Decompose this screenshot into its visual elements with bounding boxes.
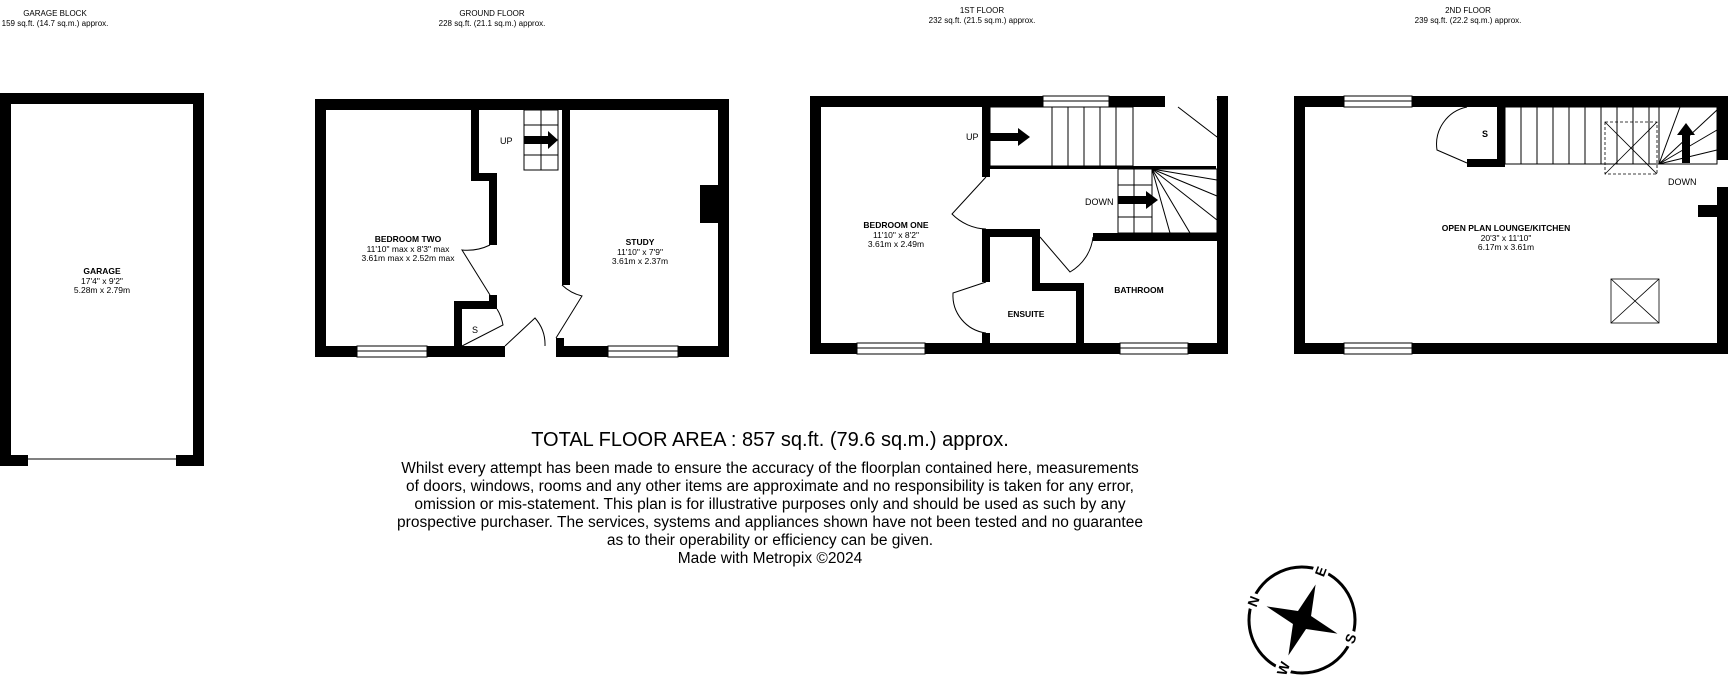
down-label: DOWN (1085, 197, 1114, 207)
compass-e: E (1311, 564, 1330, 579)
store-label: S (471, 325, 479, 335)
wall (0, 455, 28, 466)
second-floor (1294, 96, 1728, 354)
wall (0, 93, 204, 104)
compass-star-icon (1253, 571, 1351, 669)
garage-block-title: GARAGE BLOCK (23, 9, 87, 18)
up-arrow-icon (1677, 123, 1695, 163)
bedroom-two-dims-imperial: 11'10" max x 8'3" max (366, 244, 450, 254)
wall (982, 229, 1040, 237)
bathroom-label: BATHROOM (1114, 285, 1164, 295)
up-label: UP (966, 132, 979, 142)
wall (489, 173, 497, 245)
total-floor-area: TOTAL FLOOR AREA : 857 sq.ft. (79.6 sq.m.) approx. (531, 429, 1009, 451)
garage-label: GARAGE (83, 266, 121, 276)
disclaimer-line: omission or mis-statement. This plan is for illustrative purposes only and should be used as such by any (414, 496, 1126, 513)
wall (1032, 229, 1040, 283)
ground-floor-title: GROUND FLOOR (459, 9, 525, 18)
bedroom-one-dims-metric: 3.61m x 2.49m (867, 239, 925, 249)
skylight (1611, 279, 1659, 323)
wall (193, 93, 204, 466)
ensuite-label: ENSUITE (1007, 309, 1045, 319)
open-plan-dims-imperial: 20'3" x 11'10" (1480, 233, 1532, 243)
wall (982, 107, 990, 177)
bedroom-two-dims-metric: 3.61m max x 2.52m max (361, 253, 455, 263)
study-label: STUDY (625, 237, 655, 247)
wall (1717, 187, 1728, 354)
door-swing (1437, 107, 1467, 163)
bedroom-one-dims-imperial: 11'10" x 8'2" (873, 230, 919, 240)
wall (718, 99, 729, 357)
disclaimer-line: as to their operability or efficiency can be given. (606, 532, 934, 549)
study-dims-imperial: 11'10" x 7'9" (617, 247, 663, 257)
garage-dims-metric: 5.28m x 2.79m (73, 285, 131, 295)
wall (454, 301, 462, 357)
first-floor-title: 1ST FLOOR (959, 6, 1005, 15)
disclaimer-line: prospective purchaser. The services, systems and appliances shown have not been tested and no guarantee (397, 514, 1143, 531)
bedroom-two-label: BEDROOM TWO (374, 234, 442, 244)
chimney-breast (700, 185, 720, 223)
wall (1467, 159, 1505, 167)
wall (982, 237, 990, 282)
disclaimer-line: Whilst every attempt has been made to ensure the accuracy of the floorplan contained here, measurements (401, 460, 1139, 477)
first-floor-area: 232 sq.ft. (21.5 sq.m.) approx. (928, 16, 1036, 25)
disclaimer (380, 460, 1160, 568)
up-label: UP (500, 136, 513, 146)
wall (471, 99, 479, 181)
garage-dims-imperial: 17'4" x 9'2" (81, 276, 123, 286)
wall (810, 96, 821, 354)
wall (1093, 233, 1223, 241)
disclaimer-line: of doors, windows, rooms and any other items are approximate and no responsibility is taken for any error, (405, 478, 1134, 495)
compass (1225, 544, 1379, 680)
made-with-credit: Made with Metropix ©2024 (677, 550, 863, 567)
open-plan-label: OPEN PLAN LOUNGE/KITCHEN (1441, 223, 1571, 233)
down-label: DOWN (1668, 177, 1697, 187)
wall (1717, 96, 1728, 160)
garage-block-area: 159 sq.ft. (14.7 sq.m.) approx. (1, 19, 109, 28)
compass-w: W (1273, 659, 1294, 678)
garage-block (0, 93, 204, 466)
study-dims-metric: 3.61m x 2.37m (611, 256, 669, 266)
wall (556, 338, 564, 357)
first-floor (810, 96, 1228, 354)
up-arrow-icon (990, 128, 1030, 146)
ground-floor (315, 99, 729, 357)
wall (0, 93, 11, 466)
wall (315, 99, 729, 110)
store-label: S (1481, 129, 1489, 139)
compass-s: S (1341, 631, 1360, 646)
wall (176, 455, 204, 466)
wall (1294, 96, 1305, 354)
ground-floor-area: 228 sq.ft. (21.1 sq.m.) approx. (438, 19, 546, 28)
wall (1497, 107, 1505, 167)
open-plan-dims-metric: 6.17m x 3.61m (1477, 242, 1535, 252)
bedroom-one-label: BEDROOM ONE (863, 220, 929, 230)
wall (1076, 283, 1084, 347)
wall (562, 110, 570, 285)
wall-nib (1698, 205, 1717, 217)
wall (1217, 96, 1228, 354)
second-floor-area: 239 sq.ft. (22.2 sq.m.) approx. (1414, 16, 1522, 25)
wall (982, 333, 990, 347)
compass-n: N (1244, 593, 1263, 609)
wall (315, 99, 326, 357)
wall (810, 96, 1165, 107)
second-floor-title: 2ND FLOOR (1445, 6, 1491, 15)
